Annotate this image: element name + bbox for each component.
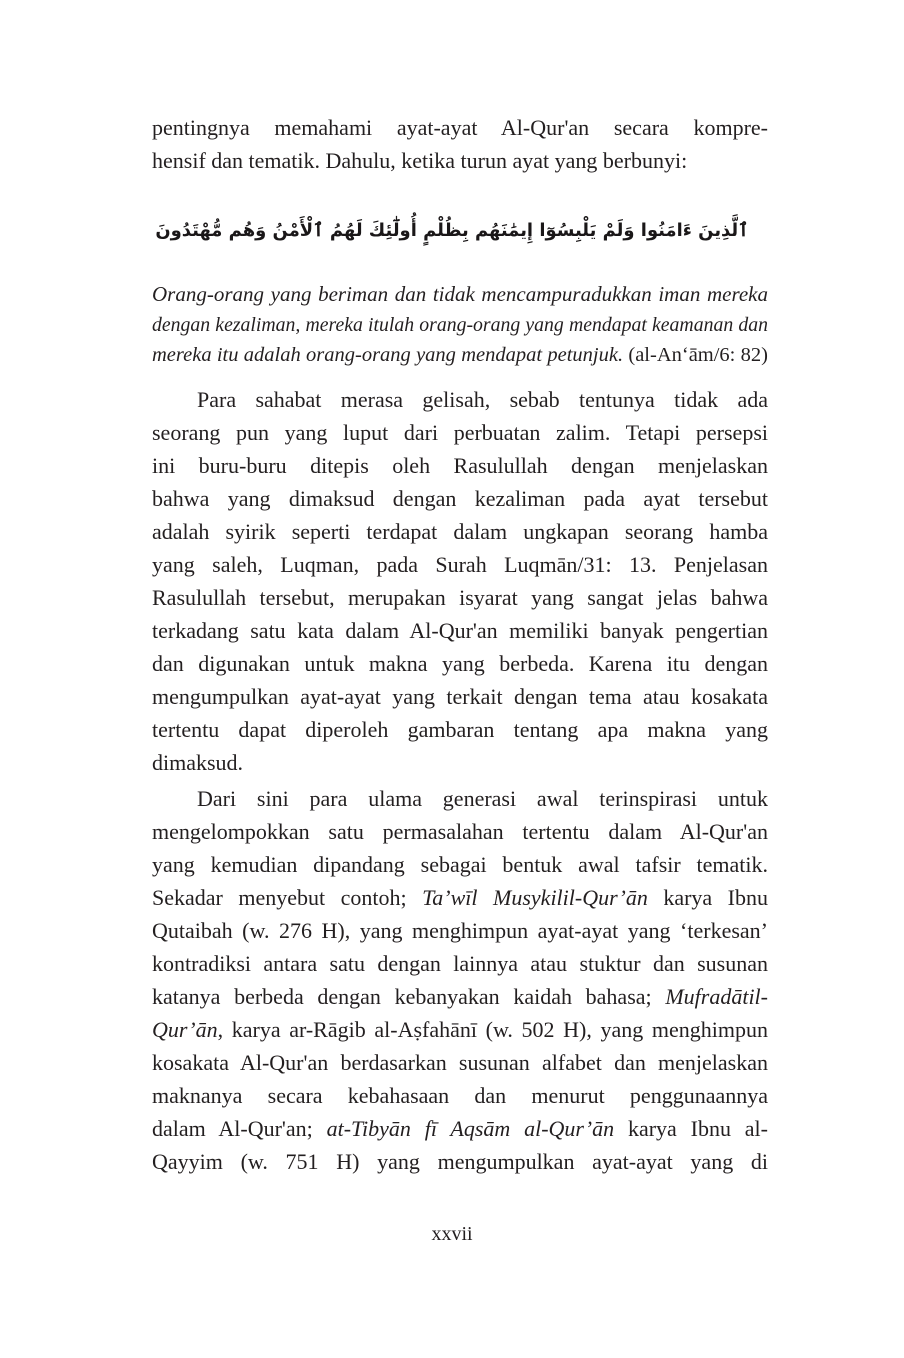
- text-run: karya Ibnu al-: [614, 1116, 768, 1141]
- text-line: [152, 111, 768, 144]
- body-paragraph-2: [152, 383, 768, 779]
- text-line: [152, 1145, 768, 1178]
- text-line: [152, 548, 768, 581]
- text-line: [152, 647, 768, 680]
- italic-text-run: Qur’ān: [152, 1017, 218, 1042]
- text-line: [152, 980, 768, 1013]
- text-line: [152, 746, 768, 779]
- text-line: [152, 1112, 768, 1145]
- text-run: Para sahabat merasa gelisah, sebab tentunya tidak ada: [197, 387, 768, 412]
- text-run: mengumpulkan ayat-ayat yang terkait dengan tema atau kosakata: [152, 684, 768, 709]
- text-run: dalam Al-Qur'an;: [152, 1116, 327, 1141]
- text-run: Qayyim (w. 751 H) yang mengumpulkan ayat-ayat yang di: [152, 1149, 768, 1174]
- text-line: [152, 1079, 768, 1112]
- text-line: [152, 848, 768, 881]
- text-run: karya Ibnu: [647, 885, 768, 910]
- text-run: , karya ar-Rāgib al-Aṣfahānī (w. 502 H), yang menghimpun: [217, 1017, 768, 1042]
- text-line: [152, 310, 768, 341]
- text-run: Qutaibah (w. 276 H), yang menghimpun ayat-ayat yang ‘terkesan’: [152, 918, 768, 943]
- text-run: adalah syirik seperti terdapat dalam ungkapan seorang hamba: [152, 519, 768, 544]
- text-line: [152, 815, 768, 848]
- italic-text-run: mereka itu adalah orang-orang yang mendapat petunjuk.: [152, 344, 624, 366]
- text-line: [152, 449, 768, 482]
- arabic-verse: [152, 196, 752, 266]
- text-run: kontradiksi antara satu dengan lainnya atau stuktur dan susunan: [152, 951, 768, 976]
- text-line: [152, 1046, 768, 1079]
- text-run: seorang pun yang luput dari perbuatan zalim. Tetapi persepsi: [152, 420, 768, 445]
- text-run: Sekadar menyebut contoh;: [152, 885, 423, 910]
- text-run: tertentu dapat diperoleh gambaran tentang apa makna yang: [152, 717, 768, 742]
- text-run: (al-An‘ām/6: 82): [623, 344, 768, 366]
- text-run: yang kemudian dipandang sebagai bentuk awal tafsir tematik.: [152, 852, 768, 877]
- text-line: [152, 614, 768, 647]
- text-line: [152, 340, 768, 371]
- text-run: pentingnya memahami ayat-ayat Al-Qur'an secara kompre-: [152, 115, 768, 140]
- text-line: [152, 144, 768, 177]
- text-line: [152, 383, 768, 416]
- text-run: dimaksud.: [152, 750, 244, 775]
- text-line: [152, 680, 768, 713]
- text-line: [152, 914, 768, 947]
- text-run: ini buru-buru ditepis oleh Rasulullah dengan menjelaskan: [152, 453, 768, 478]
- italic-text-run: Orang-orang yang beriman dan tidak mencampuradukkan iman mereka: [152, 282, 768, 306]
- italic-text-run: at-Tibyān fī Aqsām al-Qur’ān: [326, 1116, 615, 1141]
- text-line: [152, 482, 768, 515]
- italic-text-run: Mufradātil-: [665, 984, 768, 1009]
- text-line: [152, 782, 768, 815]
- text-run: bahwa yang dimaksud dengan kezaliman pada ayat tersebut: [152, 486, 768, 511]
- text-run: terkadang satu kata dalam Al-Qur'an memiliki banyak pengertian: [152, 618, 768, 643]
- text-line: [152, 1013, 768, 1046]
- text-run: mengelompokkan satu permasalahan tertentu dalam Al-Qur'an: [152, 819, 768, 844]
- text-line: [152, 581, 768, 614]
- text-run: yang saleh, Luqman, pada Surah Luqmān/31: 13. Penjelasan: [152, 552, 768, 577]
- text-line: [152, 416, 768, 449]
- italic-text-run: dengan kezaliman, mereka itulah orang-orang yang mendapat keamanan dan: [152, 313, 768, 336]
- text-line: [152, 881, 768, 914]
- text-run: katanya berbeda dengan kebanyakan kaidah bahasa;: [152, 984, 666, 1009]
- text-run: dan digunakan untuk makna yang berbeda. Karena itu dengan: [152, 651, 768, 676]
- text-line: [152, 947, 768, 980]
- verse-translation: [152, 279, 768, 371]
- text-run: hensif dan tematik. Dahulu, ketika turun ayat yang berbunyi:: [152, 148, 688, 173]
- opening-paragraph: [152, 111, 768, 177]
- text-run: Rasulullah tersebut, merupakan isyarat yang sangat jelas bahwa: [152, 585, 768, 610]
- text-run: kosakata Al-Qur'an berdasarkan susunan alfabet dan menjelaskan: [152, 1050, 768, 1075]
- text-line: [152, 713, 768, 746]
- text-run: Dari sini para ulama generasi awal terinspirasi untuk: [197, 786, 768, 811]
- italic-text-run: Ta’wīl Musykilil-Qur’ān: [422, 885, 648, 910]
- text-line: [152, 279, 768, 310]
- text-run: maknanya secara kebahasaan dan menurut penggunaannya: [152, 1083, 768, 1108]
- page-number: xxvii: [431, 1223, 473, 1245]
- arabic-verse-text: ٱلَّذِينَ ءَامَنُوا وَلَمْ يَلْبِسُوٓا إِيمَٰنَهُم بِظُلْمٍ أُولَٰٓئِكَ لَهُمُ ٱلْأَمْنُ وَهُم مُّهْتَدُونَ: [155, 220, 749, 241]
- body-paragraph-3: [152, 782, 768, 1178]
- text-line: [152, 515, 768, 548]
